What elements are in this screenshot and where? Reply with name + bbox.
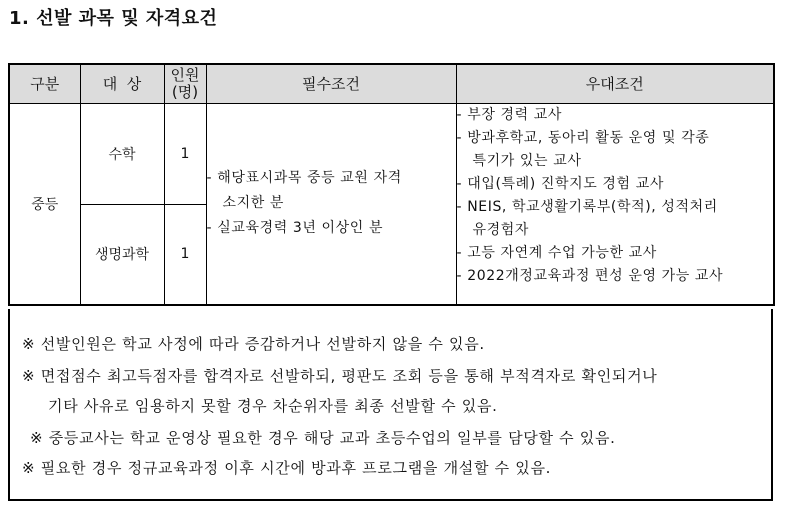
required-line: - 해당표시과목 중등 교원 자격 xyxy=(206,170,402,187)
count-cell: 1 xyxy=(164,104,206,205)
subject-cell: 생명과학 xyxy=(80,205,164,305)
preferred-line: - 고등 자연계 수업 가능한 교사 xyxy=(456,245,657,261)
preferred-line: 유경험자 xyxy=(472,222,529,238)
header-required: 필수조건 xyxy=(206,64,456,104)
preferred-line: - 부장 경력 교사 xyxy=(456,107,563,123)
required-cell xyxy=(206,104,456,305)
header-target: 대 상 xyxy=(80,64,164,104)
header-preferred: 우대조건 xyxy=(456,64,774,104)
preferred-line: - 방과후학교, 동아리 활동 운영 및 각종 xyxy=(456,130,710,146)
header-count xyxy=(164,64,206,104)
preferred-line: - NEIS, 학교생활기록부(학적), 성적처리 xyxy=(456,199,718,215)
preferred-line: - 대입(특례) 진학지도 경험 교사 xyxy=(456,176,664,192)
table-row xyxy=(9,104,774,205)
required-line: 소지한 분 xyxy=(222,195,285,212)
header-count-line1: 인원 xyxy=(170,66,200,84)
preferred-line: - 2022개정교육과정 편성 운영 가능 교사 xyxy=(456,268,724,284)
note-item: 기타 사유로 임용하지 못할 경우 차순위자를 최종 선발할 수 있음. xyxy=(48,397,498,415)
note-item: ※ 중등교사는 학교 운영상 필요한 경우 해당 교과 초등수업의 일부를 담당할 수 있음. xyxy=(30,429,616,447)
header-count-line2: (명) xyxy=(171,83,199,101)
note-item: ※ 면접점수 최고득점자를 합격자로 선발하되, 평판도 조회 등을 통해 부적격자로 확인되거나 xyxy=(22,367,658,385)
subject-cell: 수학 xyxy=(80,104,164,205)
preferred-cell xyxy=(456,104,774,305)
notes-box xyxy=(8,309,773,501)
header-category: 구분 xyxy=(9,64,80,104)
note-item: ※ 선발인원은 학교 사정에 따라 증감하거나 선발하지 않을 수 있음. xyxy=(22,335,485,353)
preferred-line: 특기가 있는 교사 xyxy=(472,153,582,169)
selection-table xyxy=(8,63,775,306)
table-header-row xyxy=(9,64,774,104)
category-cell: 중등 xyxy=(9,104,80,305)
note-item: ※ 필요한 경우 정규교육과정 이후 시간에 방과후 프로그램을 개설할 수 있음. xyxy=(22,459,552,477)
required-line: - 실교육경력 3년 이상인 분 xyxy=(206,220,384,237)
section-title: 1. 선발 과목 및 자격요건 xyxy=(9,8,218,29)
count-cell: 1 xyxy=(164,205,206,305)
